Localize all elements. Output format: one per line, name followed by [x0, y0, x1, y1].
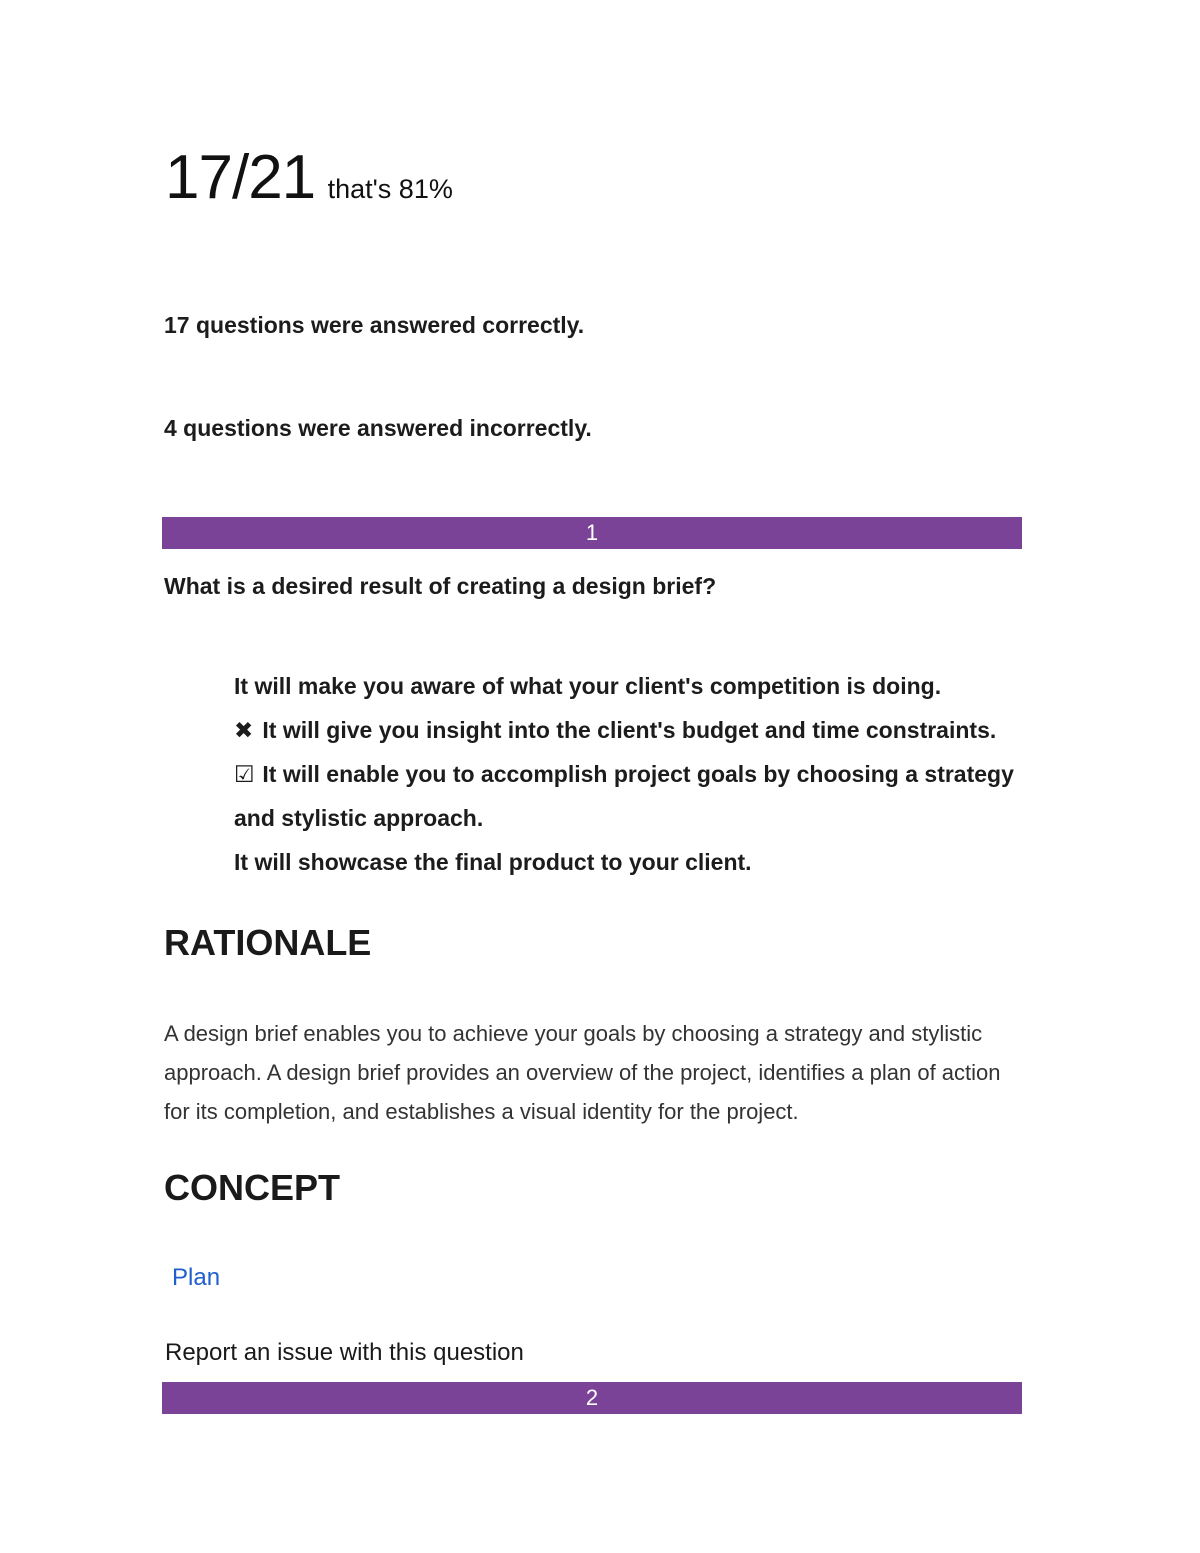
score-percent: that's 81%: [327, 174, 453, 204]
question-number-bar: 1: [162, 517, 1022, 549]
rationale-text: A design brief enables you to achieve your goals by choosing a strategy and stylistic approach. A design brief provides an overview of the project, identifies a plan of action for its completion, and establishes a visual identity for the project.: [164, 1021, 1001, 1124]
concept-heading: CONCEPT: [164, 1167, 341, 1208]
correct-count-summary: 17 questions were answered correctly.: [164, 312, 585, 338]
answer-text: It will showcase the final product to your client.: [234, 849, 752, 875]
question-number-bar: 2: [162, 1382, 1022, 1414]
score-fraction: 17/21: [165, 143, 316, 212]
correct-checkbox-icon: ☑: [234, 761, 255, 787]
answer-text: It will give you insight into the client's budget and time constraints.: [262, 717, 997, 743]
concept-plan-link[interactable]: Plan: [172, 1264, 221, 1291]
incorrect-count-summary: 4 questions were answered incorrectly.: [164, 415, 592, 441]
rationale-heading: RATIONALE: [164, 922, 372, 963]
answer-option: [234, 708, 1054, 752]
incorrect-mark-icon: ✖: [234, 717, 254, 743]
answer-option: [234, 840, 1054, 884]
score-header: [165, 142, 453, 213]
report-issue-link[interactable]: Report an issue with this question: [165, 1339, 524, 1366]
answer-list: [234, 664, 1054, 884]
question-prompt: What is a desired result of creating a design brief?: [164, 573, 717, 599]
answer-option: [234, 664, 1054, 708]
answer-option: [234, 752, 1054, 840]
answer-text: It will make you aware of what your client's competition is doing.: [234, 673, 942, 699]
answer-text: It will enable you to accomplish project goals by choosing a strategy and stylistic approach.: [234, 761, 1014, 831]
